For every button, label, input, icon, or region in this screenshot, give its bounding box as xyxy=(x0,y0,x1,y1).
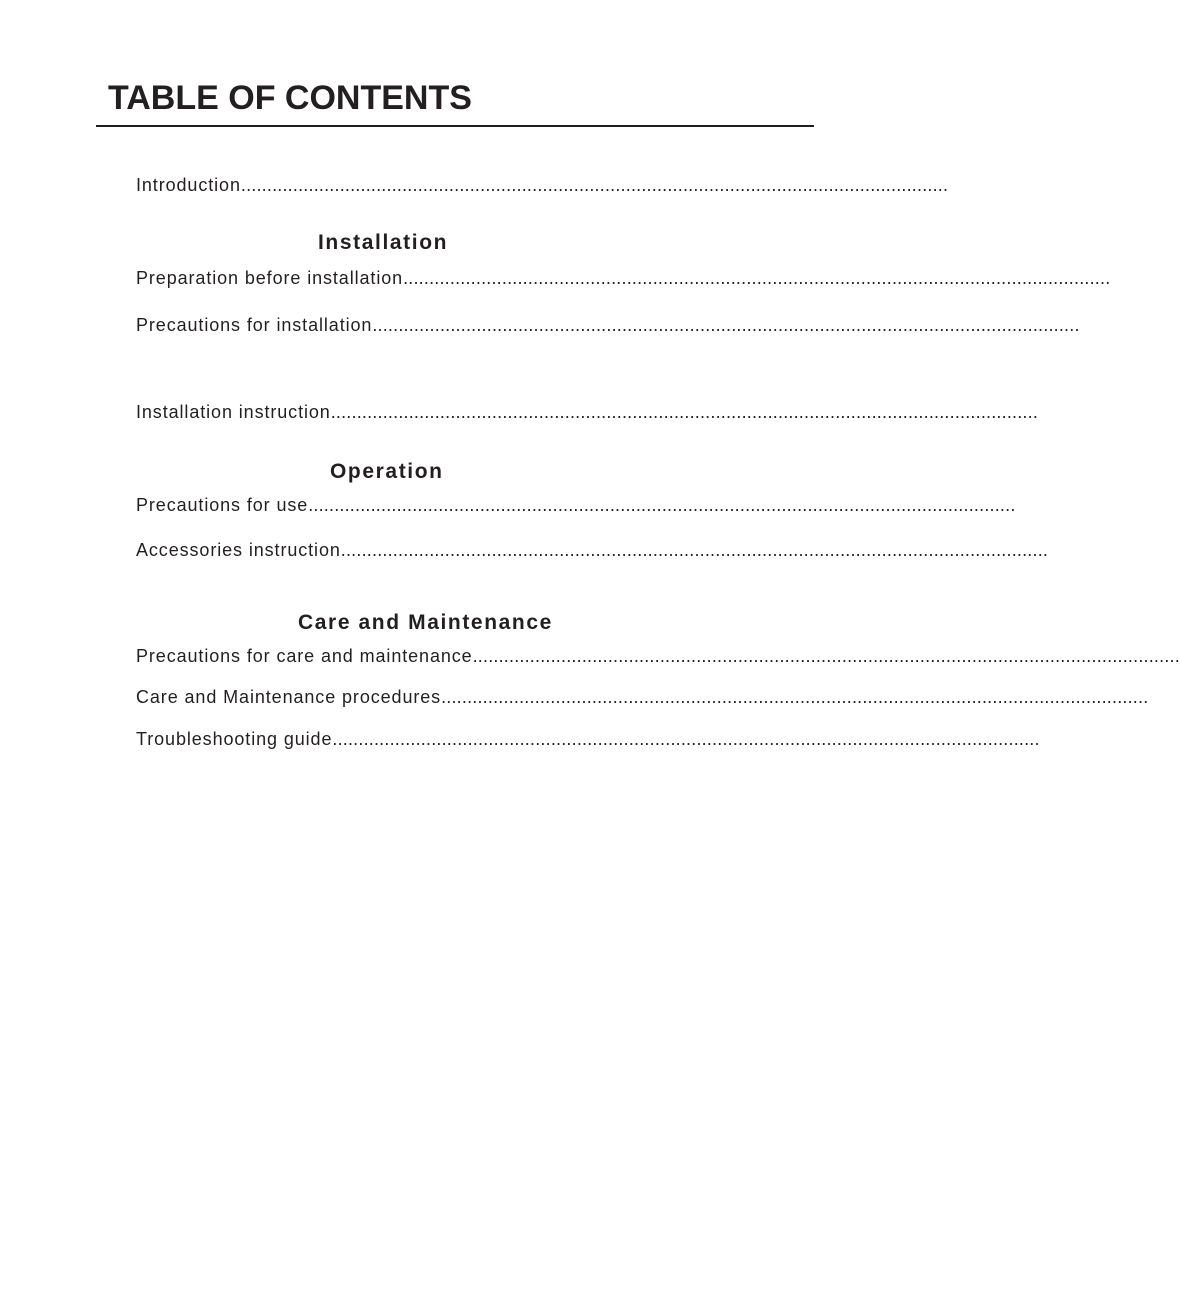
toc-entry-label: Care and Maintenance procedures xyxy=(136,687,442,707)
section-heading-care-and-maintenance: Care and Maintenance xyxy=(298,611,553,634)
title-divider xyxy=(96,125,814,127)
page-title: TABLE OF CONTENTS xyxy=(108,79,472,117)
toc-entry-label: Installation instruction xyxy=(136,402,331,422)
dot-leader: ........................................................................................................................................ xyxy=(330,402,1039,422)
dot-leader: ........................................................................................................................................ xyxy=(332,729,1040,749)
toc-entry-label: Precautions for use xyxy=(136,495,309,515)
toc-entry-precautions-for-care-and-maintenance[interactable] xyxy=(136,643,1180,667)
dot-leader: ........................................................................................................................................ xyxy=(308,495,1016,515)
toc-entry-introduction[interactable] xyxy=(136,172,949,196)
toc-entry-preparation-before-installation[interactable] xyxy=(136,265,1111,289)
toc-entry-precautions-for-installation[interactable] xyxy=(136,312,1080,336)
toc-entry-label: Introduction xyxy=(136,175,241,195)
dot-leader: ........................................................................................................................................ xyxy=(372,315,1080,335)
toc-entry-care-and-maintenance-procedures[interactable] xyxy=(136,684,1149,708)
section-heading-installation: Installation xyxy=(318,231,449,254)
dot-leader: ........................................................................................................................................ xyxy=(441,687,1149,707)
toc-entry-installation-instruction[interactable] xyxy=(136,399,1039,423)
dot-leader: ........................................................................................................................................ xyxy=(340,540,1049,560)
toc-entry-label: Preparation before installation xyxy=(136,268,404,288)
toc-entry-troubleshooting-guide[interactable] xyxy=(136,726,1040,750)
dot-leader: ........................................................................................................................................ xyxy=(240,175,949,195)
toc-entry-precautions-for-use[interactable] xyxy=(136,492,1016,516)
toc-entry-label: Accessories instruction xyxy=(136,540,341,560)
section-heading-operation: Operation xyxy=(330,460,444,483)
toc-entry-label: Precautions for installation xyxy=(136,315,373,335)
dot-leader: ........................................................................................................................................ xyxy=(403,268,1111,288)
toc-entry-accessories-instruction[interactable] xyxy=(136,537,1049,561)
dot-leader: ........................................................................................................................................ xyxy=(472,646,1180,666)
toc-entry-label: Troubleshooting guide xyxy=(136,729,333,749)
toc-entry-label: Precautions for care and maintenance xyxy=(136,646,473,666)
